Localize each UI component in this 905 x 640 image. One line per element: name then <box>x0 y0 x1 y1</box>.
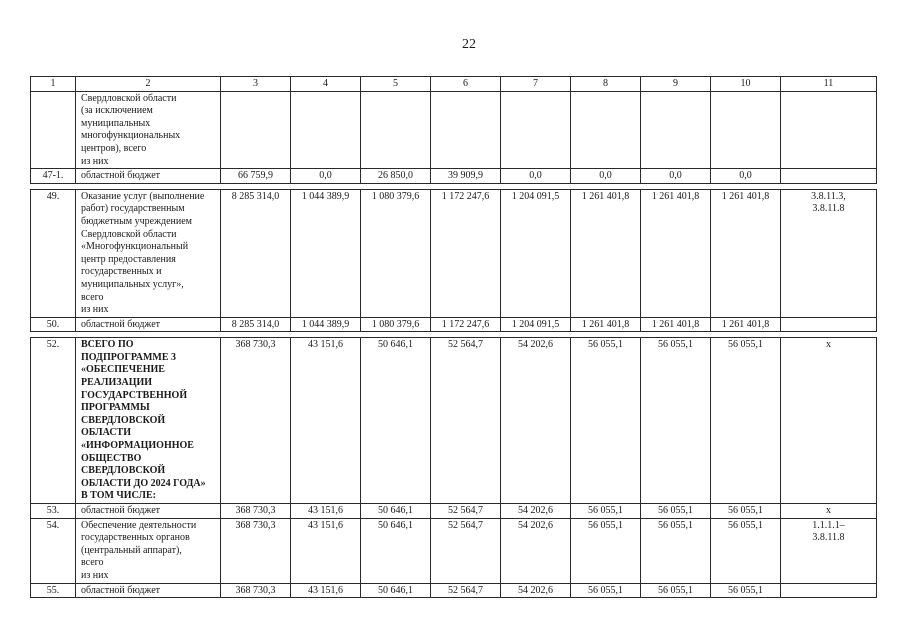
value-col-4: 0,0 <box>291 169 361 184</box>
value-col-6: 1 172 247,6 <box>431 189 501 317</box>
value-col-8: 56 055,1 <box>571 583 641 598</box>
table-block <box>30 76 877 184</box>
row-description: ВСЕГО ПО ПОДПРОГРАММЕ 3 «ОБЕСПЕЧЕНИЕ РЕАЛИЗАЦИИ ГОСУДАРСТВЕННОЙ ПРОГРАММЫ СВЕРДЛОВСКОЙ ОБЛАСТИ «ИНФОРМАЦИОННОЕ ОБЩЕСТВО СВЕРДЛОВСКОЙ ОБЛАСТИ ДО 2024 ГОДА» В ТОМ ЧИСЛЕ: <box>76 338 221 504</box>
row-number: 49. <box>31 189 76 317</box>
table-row <box>31 317 877 332</box>
value-col-10: 56 055,1 <box>711 518 781 583</box>
table-row <box>31 504 877 519</box>
column-header-1: 1 <box>31 77 76 92</box>
value-col-4: 1 044 389,9 <box>291 189 361 317</box>
value-col-6: 52 564,7 <box>431 583 501 598</box>
value-col-6: 1 172 247,6 <box>431 317 501 332</box>
value-col-5: 1 080 379,6 <box>361 317 431 332</box>
table-block <box>30 189 877 333</box>
row-number: 53. <box>31 504 76 519</box>
value-col-10: 56 055,1 <box>711 583 781 598</box>
row-description: областной бюджет <box>76 583 221 598</box>
value-col-8: 56 055,1 <box>571 518 641 583</box>
value-col-7: 54 202,6 <box>501 583 571 598</box>
value-col-7: 54 202,6 <box>501 504 571 519</box>
value-col-4: 43 151,6 <box>291 518 361 583</box>
column-header-8: 8 <box>571 77 641 92</box>
target-indicators: 3.8.11.3, 3.8.11.8 <box>781 189 877 317</box>
value-col-10 <box>711 91 781 169</box>
table-row <box>31 583 877 598</box>
value-col-6: 52 564,7 <box>431 338 501 504</box>
target-indicators: х <box>781 338 877 504</box>
value-col-7 <box>501 91 571 169</box>
table-block <box>30 337 877 598</box>
value-col-7: 54 202,6 <box>501 518 571 583</box>
row-number: 55. <box>31 583 76 598</box>
value-col-10: 1 261 401,8 <box>711 189 781 317</box>
row-number: 54. <box>31 518 76 583</box>
value-col-4: 43 151,6 <box>291 504 361 519</box>
target-indicators <box>781 169 877 184</box>
value-col-10: 1 261 401,8 <box>711 317 781 332</box>
value-col-3: 368 730,3 <box>221 504 291 519</box>
row-description: областной бюджет <box>76 504 221 519</box>
table-row <box>31 338 877 504</box>
value-col-3: 368 730,3 <box>221 518 291 583</box>
row-description: областной бюджет <box>76 317 221 332</box>
value-col-5: 1 080 379,6 <box>361 189 431 317</box>
row-description: Обеспечение деятельности государственных органов (центральный аппарат), всего из них <box>76 518 221 583</box>
value-col-10: 56 055,1 <box>711 504 781 519</box>
value-col-9: 56 055,1 <box>641 504 711 519</box>
value-col-3: 368 730,3 <box>221 338 291 504</box>
value-col-3: 8 285 314,0 <box>221 317 291 332</box>
row-description: областной бюджет <box>76 169 221 184</box>
row-description: Оказание услуг (выполнение работ) государственным бюджетным учреждением Свердловской области «Многофункциональный центр предоставления государственных и муниципальных услуг», всего из них <box>76 189 221 317</box>
value-col-8 <box>571 91 641 169</box>
column-header-9: 9 <box>641 77 711 92</box>
column-header-4: 4 <box>291 77 361 92</box>
value-col-7: 1 204 091,5 <box>501 189 571 317</box>
value-col-9 <box>641 91 711 169</box>
budget-table <box>30 76 876 598</box>
row-number: 52. <box>31 338 76 504</box>
target-indicators: 1.1.1.1– 3.8.11.8 <box>781 518 877 583</box>
value-col-9: 0,0 <box>641 169 711 184</box>
value-col-6: 52 564,7 <box>431 518 501 583</box>
value-col-8: 0,0 <box>571 169 641 184</box>
value-col-5: 50 646,1 <box>361 504 431 519</box>
table-row <box>31 518 877 583</box>
value-col-8: 1 261 401,8 <box>571 317 641 332</box>
value-col-4: 43 151,6 <box>291 583 361 598</box>
value-col-5: 50 646,1 <box>361 338 431 504</box>
value-col-9: 56 055,1 <box>641 583 711 598</box>
value-col-10: 56 055,1 <box>711 338 781 504</box>
column-header-3: 3 <box>221 77 291 92</box>
value-col-3: 8 285 314,0 <box>221 189 291 317</box>
target-indicators <box>781 317 877 332</box>
column-number-row <box>31 77 877 92</box>
target-indicators <box>781 583 877 598</box>
value-col-4: 1 044 389,9 <box>291 317 361 332</box>
value-col-6: 52 564,7 <box>431 504 501 519</box>
value-col-7: 0,0 <box>501 169 571 184</box>
table-row <box>31 169 877 184</box>
target-indicators: х <box>781 504 877 519</box>
row-description: Свердловской области (за исключением муниципальных многофункциональных центров), всего из них <box>76 91 221 169</box>
table-row <box>31 189 877 317</box>
value-col-9: 56 055,1 <box>641 518 711 583</box>
value-col-9: 1 261 401,8 <box>641 317 711 332</box>
value-col-5 <box>361 91 431 169</box>
value-col-7: 54 202,6 <box>501 338 571 504</box>
value-col-9: 56 055,1 <box>641 338 711 504</box>
value-col-3 <box>221 91 291 169</box>
row-number <box>31 91 76 169</box>
column-header-11: 11 <box>781 77 877 92</box>
value-col-4: 43 151,6 <box>291 338 361 504</box>
value-col-7: 1 204 091,5 <box>501 317 571 332</box>
column-header-10: 10 <box>711 77 781 92</box>
value-col-6: 39 909,9 <box>431 169 501 184</box>
page-number: 22 <box>462 37 476 52</box>
value-col-3: 368 730,3 <box>221 583 291 598</box>
table-row <box>31 91 877 169</box>
value-col-6 <box>431 91 501 169</box>
value-col-9: 1 261 401,8 <box>641 189 711 317</box>
value-col-10: 0,0 <box>711 169 781 184</box>
value-col-5: 50 646,1 <box>361 583 431 598</box>
value-col-8: 1 261 401,8 <box>571 189 641 317</box>
target-indicators <box>781 91 877 169</box>
value-col-8: 56 055,1 <box>571 504 641 519</box>
row-number: 50. <box>31 317 76 332</box>
column-header-6: 6 <box>431 77 501 92</box>
value-col-3: 66 759,9 <box>221 169 291 184</box>
column-header-5: 5 <box>361 77 431 92</box>
value-col-5: 50 646,1 <box>361 518 431 583</box>
column-header-7: 7 <box>501 77 571 92</box>
column-header-2: 2 <box>76 77 221 92</box>
value-col-4 <box>291 91 361 169</box>
row-number: 47-1. <box>31 169 76 184</box>
value-col-5: 26 850,0 <box>361 169 431 184</box>
value-col-8: 56 055,1 <box>571 338 641 504</box>
